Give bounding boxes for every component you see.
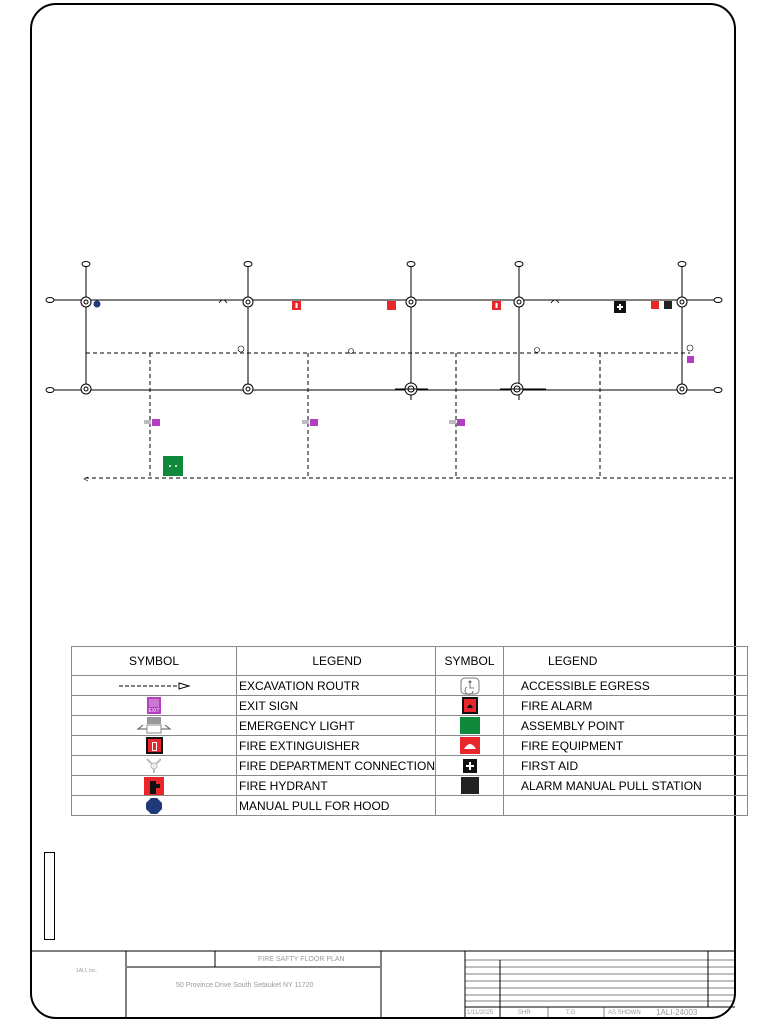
legend-label: ACCESSIBLE EGRESS — [504, 676, 748, 696]
column-markers — [46, 262, 722, 393]
fire-extinguisher-icon — [146, 737, 163, 754]
title-block-grid — [31, 951, 735, 1019]
assembly-point-icon — [163, 456, 183, 476]
exit-sign-icon — [147, 697, 161, 714]
column-lines — [86, 265, 682, 400]
fire-extinguisher-icon — [292, 301, 501, 310]
legend-row — [72, 796, 748, 816]
manual-pull-for-hood-icon — [145, 797, 163, 815]
legend-label: FIRE HYDRANT — [237, 776, 436, 796]
legend-label: EMERGENCY LIGHT — [237, 716, 436, 736]
fire-equipment-icon — [460, 737, 480, 754]
legend-row — [72, 756, 748, 776]
manual-pull-for-hood-icon — [94, 301, 101, 308]
legend-label: ASSEMBLY POINT — [504, 716, 748, 736]
assembly-point-icon — [460, 717, 480, 734]
first-aid-icon — [614, 301, 626, 313]
legend-table — [71, 646, 748, 816]
title-block-company: 1ALI, Inc. — [76, 968, 98, 974]
legend-label: MANUAL PULL FOR HOOD — [237, 796, 436, 816]
svg-text:EXIT: EXIT — [148, 708, 160, 714]
engineer-stamp — [44, 852, 55, 940]
evacuation-route-arrow-icon — [117, 682, 191, 690]
title-block-date: 1/11/2025 — [467, 1010, 494, 1016]
fire-department-connection-icon — [145, 757, 163, 774]
legend-header-symbol-right: SYMBOL — [436, 647, 504, 676]
title-block-checked-by: T.G — [566, 1010, 576, 1016]
fire-hydrant-icon — [144, 777, 164, 795]
title-block-sheet-title: FIRE SAFTY FLOOR PLAN — [258, 956, 345, 963]
title-block-address: 50 Province Drive South Setauket NY 11720 — [176, 982, 314, 989]
fire-alarm-icon — [462, 697, 478, 714]
legend-label: EXCAVATION ROUTR — [237, 676, 436, 696]
title-block-drawing-number: 1ALI-24003 — [656, 1008, 698, 1017]
alarm-manual-pull-station-icon — [664, 301, 672, 309]
title-block-drawn-by: SHR — [518, 1010, 531, 1016]
legend-label: FIRE DEPARTMENT CONNECTION — [237, 756, 436, 776]
legend-header-legend: LEGEND — [237, 647, 436, 676]
legend-label — [504, 796, 748, 816]
legend-row — [72, 676, 748, 696]
legend-row — [72, 736, 748, 756]
legend-row — [72, 716, 748, 736]
legend-label: FIRST AID — [504, 756, 748, 776]
legend-label: FIRE ALARM — [504, 696, 748, 716]
evacuation-route-branches — [150, 353, 600, 478]
exit-sign-icon — [144, 356, 694, 426]
grid-intersections — [81, 297, 687, 395]
legend-row — [72, 696, 748, 716]
legend-label: ALARM MANUAL PULL STATION — [504, 776, 748, 796]
legend-header-symbol: SYMBOL — [72, 647, 237, 676]
legend-label: EXIT SIGN — [237, 696, 436, 716]
legend-label: FIRE EXTINGUISHER — [237, 736, 436, 756]
title-block-scale: AS SHOWN — [608, 1010, 641, 1016]
emergency-light-icon — [135, 717, 173, 734]
legend-header-row — [72, 647, 748, 676]
alarm-manual-pull-station-icon — [461, 777, 479, 794]
legend-row — [72, 776, 748, 796]
legend-label: FIRE EQUIPMENT — [504, 736, 748, 756]
legend-header-legend-right: LEGEND — [504, 647, 748, 676]
accessible-egress-icon — [460, 677, 480, 695]
first-aid-icon — [463, 759, 477, 773]
